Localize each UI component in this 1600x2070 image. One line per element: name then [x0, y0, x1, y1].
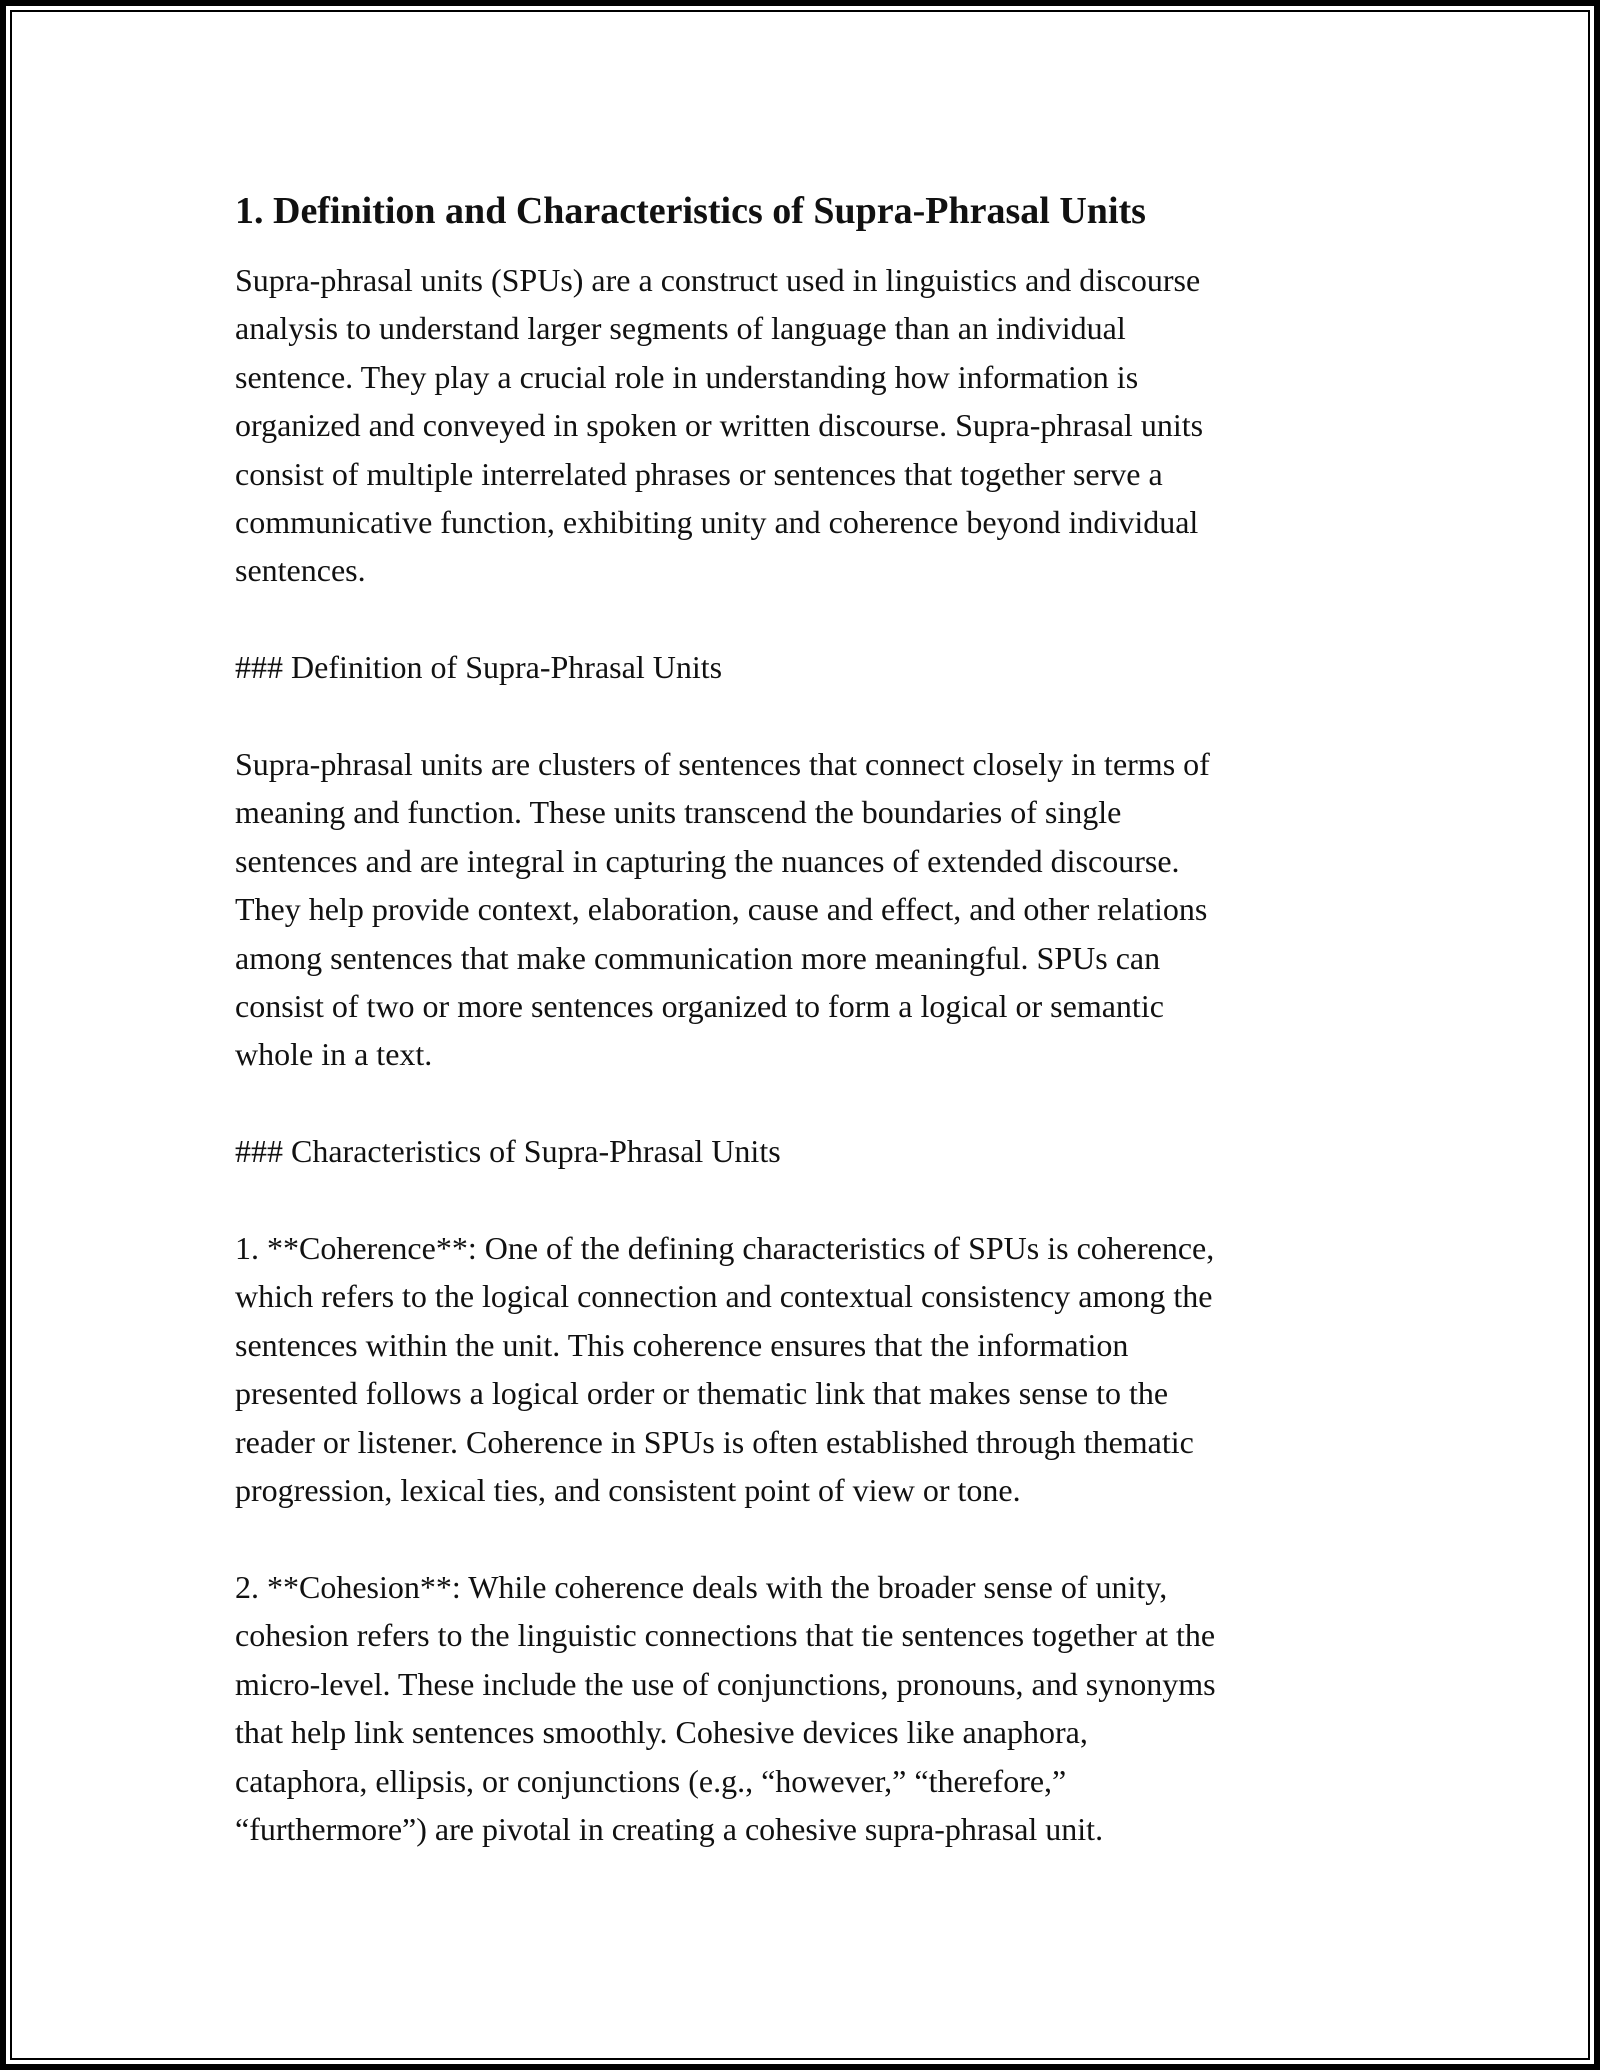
paragraph-gap [235, 1176, 1380, 1224]
intro-paragraph: Supra-phrasal units (SPUs) are a construct used in linguistics and discourse analysis to understand larger segments of language than an individual sentence. They play a crucial role in understanding how information is organized and conveyed in spoken or written discourse. Supra-phrasal units consist of multiple interrelated phrases or sentences that together serve a communicative function, exhibiting unity and coherence beyond individual sentences. [235, 262, 1204, 589]
definition-paragraph: Supra-phrasal units are clusters of sentences that connect closely in terms of meaning and function. These units transcend the boundaries of single sentences and are integral in capturing the nuances of extended discourse. They help provide context, elaboration, cause and effect, and other relations among sentences that make communication more meaningful. SPUs can consist of two or more sentences organized to form a logical or semantic whole in a text. [235, 746, 1210, 1073]
paragraph-gap [235, 1515, 1380, 1563]
document-title: 1. Definition and Characteristics of Supra-Phrasal Units [235, 190, 1146, 232]
document-body [235, 186, 1380, 1853]
paragraph-gap [235, 692, 1380, 740]
coherence-paragraph: 1. **Coherence**: One of the defining characteristics of SPUs is coherence, which refers to the logical connection and contextual consistency among the sentences within the unit. This coherence ensures that the information presented follows a logical order or thematic link that makes sense to the reader or listener. Coherence in SPUs is often established through thematic progression, lexical ties, and consistent point of view or tone. [235, 1230, 1215, 1509]
paragraph-gap [235, 1079, 1380, 1127]
characteristics-heading: ### Characteristics of Supra-Phrasal Units [235, 1133, 781, 1170]
cohesion-paragraph: 2. **Cohesion**: While coherence deals with the broader sense of unity, cohesion refers to the linguistic connections that tie sentences together at the micro-level. These include the use of conjunctions, pronouns, and synonyms that help link sentences smoothly. Cohesive devices like anaphora, cataphora, ellipsis, or conjunctions (e.g., “however,” “therefore,” “furthermore”) are pivotal in creating a cohesive supra-phrasal unit. [235, 1568, 1216, 1847]
paragraph-gap [235, 595, 1380, 643]
definition-heading: ### Definition of Supra-Phrasal Units [235, 649, 723, 686]
